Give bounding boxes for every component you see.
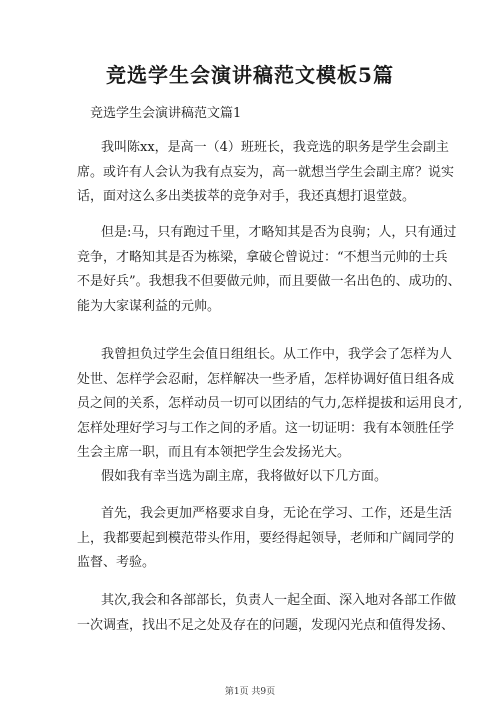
paragraph-5: [77, 502, 455, 576]
page-footer: 第1页 共9页: [224, 687, 276, 697]
text-line: 但是:马，只有跑过千里，才略知其是否为良驹；人，只有通过: [101, 225, 457, 240]
text-line: 我叫陈xx，是高一（4）班班长，我竞选的职务是学生会副主: [101, 140, 449, 155]
text-line: 生会主席一职，而且有本领把学生会发扬光大。: [77, 445, 351, 460]
text-line: 不是好兵”。我想我不但要做元帅，而且要做一名出色的、成功的、: [77, 274, 461, 289]
text-line: 席。或许有人会认为我有点妄为，高一就想当学生会副主席？说实: [77, 164, 455, 180]
text-line: 假如我有幸当选为副主席，我将做好以下几方面。: [101, 469, 388, 484]
text-line: 话，面对这么多出类拔萃的竞争对手，我还真想打退堂鼓。: [77, 189, 416, 204]
paragraph-6: [77, 589, 457, 638]
subtitle: 竞选学生会演讲稿范文篇1: [90, 106, 242, 121]
text-line: 监督、考验。: [77, 555, 156, 570]
paragraph-3: [77, 343, 463, 466]
text-line: 一次调查，找出不足之处及存在的问题，发现闪光点和值得发扬、: [77, 617, 455, 633]
text-line: 首先，我会更加严格要求自身，无论在学习、工作，还是生活: [101, 506, 453, 521]
text-line: 上，我都要起到模范带头作用，要经得起领导，老师和广阔同学的: [77, 530, 455, 546]
paragraph-4: [77, 465, 437, 490]
page-title: 竞选学生会演讲稿范文模板5篇: [106, 63, 394, 87]
text-line: 我曾担负过学生会值日组组长。从工作中，我学会了怎样为人: [101, 347, 453, 362]
text-line: 怎样处理好学习与工作之间的矛盾。这一切证明：我有本领胜任学: [77, 420, 455, 436]
text-line: 能为大家谋利益的元帅。: [77, 298, 221, 314]
paragraph-2: [77, 221, 461, 319]
text-line: 竞争，才略知其是否为栋梁，拿破仑曾说过：“不想当元帅的士兵: [77, 249, 448, 265]
text-line: 员之间的关系，怎样动员一切可以团结的气力,怎样提拔和运用良才,: [77, 396, 463, 411]
text-line: 其次,我会和各部部长，负责人一起全面、深入地对各部工作做: [101, 593, 457, 608]
text-line: 处世、怎样学会忍耐，怎样解决一些矛盾，怎样协调好值日组各成: [77, 371, 455, 387]
paragraph-1: [77, 136, 455, 210]
